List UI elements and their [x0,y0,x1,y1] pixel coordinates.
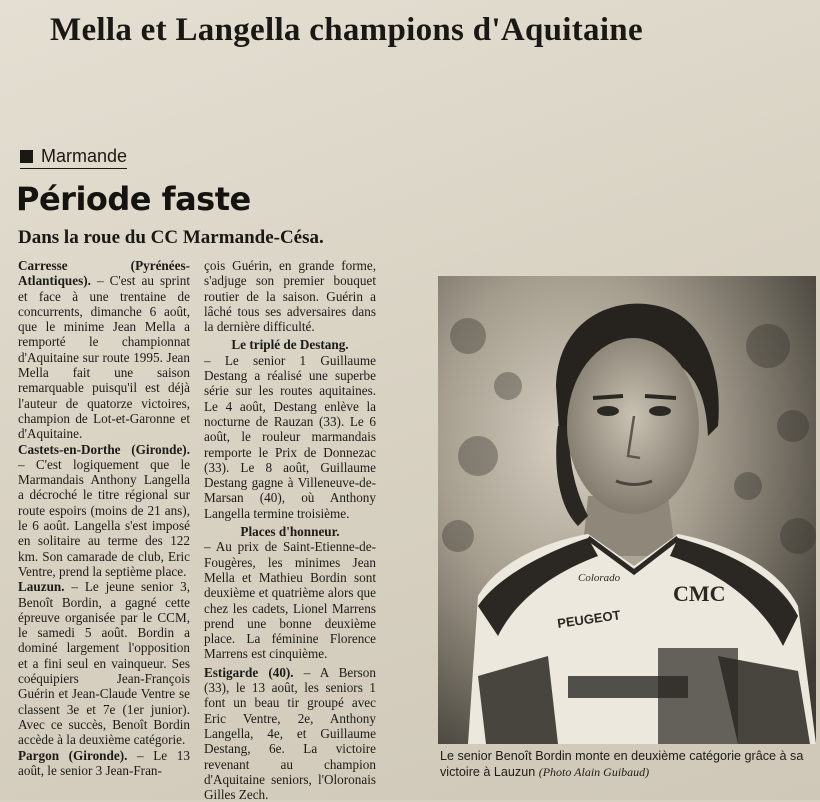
paragraph-lead: Lauzun. [18,579,65,595]
paragraph-text: – Le jeune senior 3, Benoît Bordin, a gagné cette épreuve organisée par le CCM, le samedi 5 août. Bordin a dominé largement l'opposition et a fini seul en vainqueur. Ses coéquipiers Jean-François Guérin et Jean-Claude Ventre se classent 3e et 7e (1er junior). Avec ce succès, Benoît Bordin accède à la deuxième catégorie. [18,579,190,748]
paragraph-lead: Pargon (Gironde). [18,747,128,763]
paragraph [204,353,376,521]
section-square-icon [20,150,33,163]
article-subtitle: Dans la roue du CC Marmande-Césa. [18,227,324,248]
photo-credit: (Photo Alain Guibaud) [538,765,650,779]
paragraph [204,665,376,802]
paragraph [18,442,190,580]
article-column-1 [18,258,190,778]
paragraph-text: çois Guérin, en grande forme, s'adjuge son premier bouquet routier de la saison. Guérin a lâché tous ses adversaires dans la dernière difficulté. [204,258,376,335]
paragraph-text: – Le senior 1 Guillaume Destang a réalisé une superbe série sur les routes aquitaines. Le 4 août, Destang enlève la nocturne de Rauzan (33). Le 6 août, le rouleur marmandais remporte le Prix de Donnezac (33). Le 8 août, Guillaume Destang gagne à Villeneuve-de-Marsan (40), où Anthony Langella termine troisième. [204,352,376,521]
jersey-logo-peugeot: PEUGEOT [556,607,622,631]
paragraph-lead: Carresse (Pyrénées-Atlantiques). [18,258,190,289]
paragraph-text: – Au prix de Saint-Etienne-de-Fougères, les minimes Jean Mella et Mathieu Bordin sont deuxième et quatrième alors que chez les cadets, Lionel Marrens prend une bonne deuxième place. La féminine Florence Marrens est cinquième. [204,539,376,662]
paragraph-text: – A Berson (33), le 13 août, les seniors 1 font un beau tir groupé avec Eric Ventre, 2e, Anthony Langella, 4e, et Guillaume Destang, 6e. La victoire revenant au champion d'Aquitaine seniors, l'Oloronais Gilles Zech. [204,664,376,802]
cyclist-photo [438,276,816,744]
paragraph [18,748,190,779]
paragraph-lead: Castets-en-Dorthe (Gironde). [18,441,190,457]
paragraph-lead: Estigarde (40). [204,664,294,680]
cyclist-portrait-image [438,276,816,744]
caption-text: Le senior Benoît Bordin monte en deuxième catégorie grâce à sa victoire à Lauzun [440,749,804,779]
article-title: Période faste [16,180,251,218]
paragraph-text: – C'est logiquement que le Marmandais Anthony Langella a décroché le titre régional sur route espoirs (moins de 21 ans), le 6 août. Langella s'est imposé en solitaire au terme des 122 km. Son camarade de club, Eric Ventre, prend la septième place. [18,456,190,579]
jersey-logo-colorado: Colorado [578,572,621,584]
paragraph-text: – C'est au sprint et face à une trentaine de concurrents, dimanche 6 août, que le minime Jean Mella a remporté le championnat d'Aquitaine sur route 1995. Jean Mella fait une saison remarquable puisqu'il est déjà l'auteur de quatorze victoires, champion de Lot-et-Garonne et d'Aquitaine. [18,273,190,442]
photo-caption [440,748,818,780]
paragraph [204,539,376,661]
article-column-2 [204,258,376,802]
jersey-logo-cmc: CMC [673,581,726,606]
section-label [20,146,127,169]
article-headline: Mella et Langella champions d'Aquitaine [50,12,643,48]
paragraph-text: – Le 13 août, le senior 3 Jean-Fran- [18,747,190,778]
paragraph [18,258,190,442]
paragraph [18,579,190,747]
section-label-text: Marmande [41,146,128,166]
subheading: Places d'honneur. [240,524,340,540]
paragraph [204,258,376,334]
subheading: Le triplé de Destang. [231,337,349,353]
